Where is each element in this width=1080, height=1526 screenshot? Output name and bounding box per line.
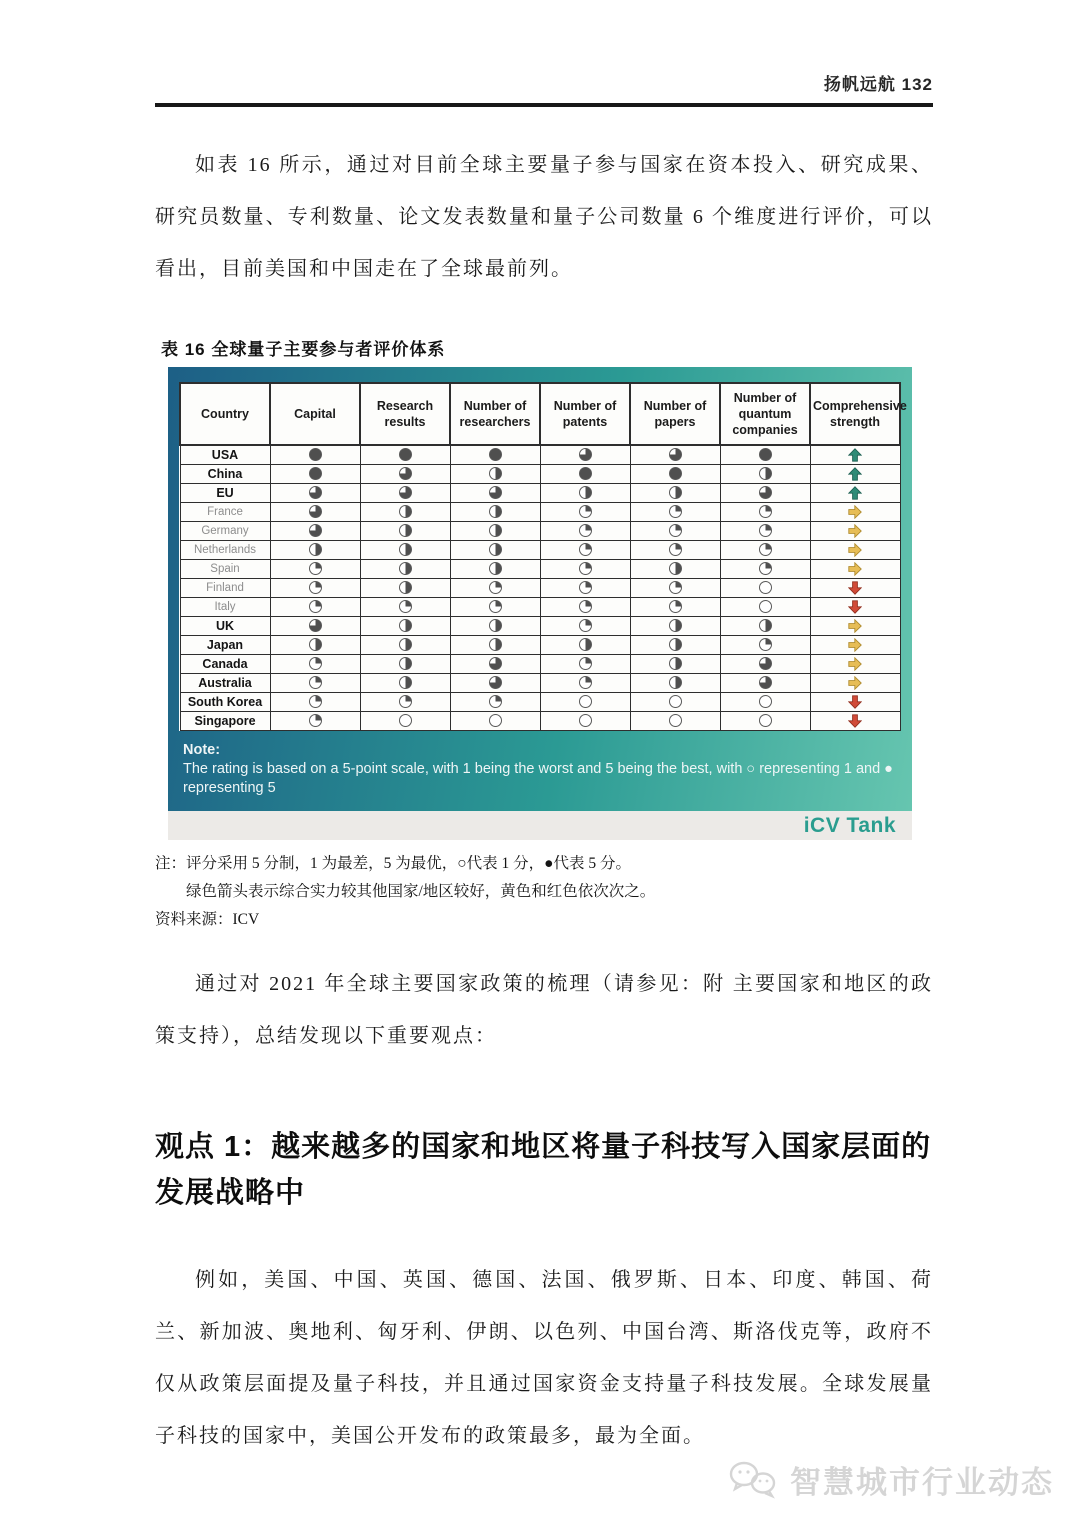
report-title: 扬帆远航 bbox=[823, 75, 896, 94]
harvey-ball-rating-2-icon bbox=[579, 600, 592, 613]
rating-cell bbox=[360, 598, 450, 617]
harvey-ball-rating-3-icon bbox=[489, 562, 502, 575]
harvey-ball-rating-2-icon bbox=[759, 562, 772, 575]
trend-cell bbox=[810, 522, 900, 541]
column-header: Research results bbox=[360, 383, 450, 445]
trend-cell bbox=[810, 712, 900, 731]
rating-cell bbox=[630, 693, 720, 712]
trend-right-arrow-icon bbox=[848, 505, 862, 519]
harvey-ball-rating-2-icon bbox=[309, 562, 322, 575]
harvey-ball-rating-3-icon bbox=[399, 619, 412, 632]
rating-cell bbox=[450, 712, 540, 731]
harvey-ball-rating-3-icon bbox=[669, 657, 682, 670]
harvey-ball-rating-2-icon bbox=[579, 562, 592, 575]
rating-cell bbox=[270, 465, 360, 484]
harvey-ball-rating-2-icon bbox=[489, 581, 502, 594]
rating-cell bbox=[630, 712, 720, 731]
table-row bbox=[180, 598, 900, 617]
column-header: Number of patents bbox=[540, 383, 630, 445]
harvey-ball-rating-2-icon bbox=[579, 581, 592, 594]
harvey-ball-rating-3-icon bbox=[399, 657, 412, 670]
table-footnotes bbox=[155, 850, 933, 934]
rating-cell bbox=[270, 541, 360, 560]
harvey-ball-rating-3-icon bbox=[669, 676, 682, 689]
rating-cell bbox=[450, 693, 540, 712]
harvey-ball-rating-3-icon bbox=[399, 581, 412, 594]
harvey-ball-rating-2-icon bbox=[759, 638, 772, 651]
rating-cell bbox=[540, 541, 630, 560]
wechat-icon bbox=[728, 1459, 780, 1501]
rating-cell bbox=[450, 445, 540, 465]
rating-cell bbox=[540, 617, 630, 636]
rating-cell bbox=[540, 674, 630, 693]
rating-cell bbox=[360, 693, 450, 712]
rating-cell bbox=[450, 465, 540, 484]
trend-cell bbox=[810, 655, 900, 674]
rating-cell bbox=[630, 541, 720, 560]
country-cell: UK bbox=[180, 617, 270, 636]
rating-cell bbox=[540, 579, 630, 598]
rating-cell bbox=[450, 522, 540, 541]
harvey-ball-rating-2-icon bbox=[669, 543, 682, 556]
rating-cell bbox=[540, 484, 630, 503]
harvey-ball-rating-2-icon bbox=[759, 524, 772, 537]
rating-cell bbox=[450, 484, 540, 503]
harvey-ball-rating-2-icon bbox=[759, 543, 772, 556]
trend-cell bbox=[810, 503, 900, 522]
harvey-ball-rating-3-icon bbox=[489, 638, 502, 651]
rating-cell bbox=[270, 617, 360, 636]
harvey-ball-rating-3-icon bbox=[579, 486, 592, 499]
harvey-ball-rating-1-icon bbox=[489, 714, 502, 727]
harvey-ball-rating-1-icon bbox=[399, 714, 412, 727]
harvey-ball-rating-4-icon bbox=[399, 486, 412, 499]
trend-up-arrow-icon bbox=[848, 486, 862, 500]
rating-cell bbox=[720, 617, 810, 636]
table-row bbox=[180, 465, 900, 484]
country-cell: Japan bbox=[180, 636, 270, 655]
harvey-ball-rating-3-icon bbox=[309, 638, 322, 651]
harvey-ball-rating-4-icon bbox=[309, 505, 322, 518]
harvey-ball-rating-4-icon bbox=[399, 467, 412, 480]
footnote-arrows: 绿色箭头表示综合实力较其他国家/地区较好，黄色和红色依次次之。 bbox=[186, 883, 656, 900]
rating-cell bbox=[540, 655, 630, 674]
country-cell: Australia bbox=[180, 674, 270, 693]
rating-cell bbox=[720, 484, 810, 503]
rating-cell bbox=[270, 598, 360, 617]
footnote-source: 资料来源：ICV bbox=[155, 911, 260, 928]
harvey-ball-rating-2-icon bbox=[669, 581, 682, 594]
rating-cell bbox=[720, 693, 810, 712]
harvey-ball-rating-3-icon bbox=[669, 486, 682, 499]
rating-cell bbox=[450, 598, 540, 617]
rating-cell bbox=[540, 712, 630, 731]
rating-cell bbox=[630, 465, 720, 484]
harvey-ball-rating-3-icon bbox=[669, 562, 682, 575]
harvey-ball-rating-2-icon bbox=[309, 600, 322, 613]
trend-right-arrow-icon bbox=[848, 543, 862, 557]
table-row bbox=[180, 503, 900, 522]
table-panel bbox=[168, 367, 912, 840]
trend-down-arrow-icon bbox=[848, 714, 862, 728]
note-text: The rating is based on a 5-point scale, with 1 being the worst and 5 being the best, with ○ representing 1 and ● representing 5 bbox=[183, 761, 893, 796]
rating-cell bbox=[270, 693, 360, 712]
rating-cell bbox=[450, 617, 540, 636]
country-cell: Germany bbox=[180, 522, 270, 541]
harvey-ball-rating-3-icon bbox=[309, 543, 322, 556]
harvey-ball-rating-2-icon bbox=[309, 581, 322, 594]
rating-cell bbox=[540, 636, 630, 655]
rating-cell bbox=[540, 560, 630, 579]
rating-cell bbox=[450, 636, 540, 655]
country-cell: Spain bbox=[180, 560, 270, 579]
rating-cell bbox=[720, 712, 810, 731]
harvey-ball-rating-2-icon bbox=[579, 619, 592, 632]
harvey-ball-rating-5-icon bbox=[309, 448, 322, 461]
harvey-ball-rating-4-icon bbox=[759, 657, 772, 670]
column-header: Number of papers bbox=[630, 383, 720, 445]
rating-cell bbox=[270, 712, 360, 731]
rating-cell bbox=[630, 598, 720, 617]
harvey-ball-rating-1-icon bbox=[759, 714, 772, 727]
harvey-ball-rating-2-icon bbox=[579, 676, 592, 689]
harvey-ball-rating-3-icon bbox=[759, 619, 772, 632]
paragraph-policy: 通过对 2021 年全球主要国家政策的梳理（请参见：附 主要国家和地区的政策支持），总结发现以下重要观点： bbox=[155, 973, 933, 1047]
table-row bbox=[180, 541, 900, 560]
trend-cell bbox=[810, 598, 900, 617]
harvey-ball-rating-1-icon bbox=[669, 695, 682, 708]
trend-down-arrow-icon bbox=[848, 695, 862, 709]
rating-cell bbox=[270, 636, 360, 655]
trend-right-arrow-icon bbox=[848, 619, 862, 633]
trend-cell bbox=[810, 579, 900, 598]
harvey-ball-rating-5-icon bbox=[669, 467, 682, 480]
quantum-rating-table bbox=[179, 382, 907, 731]
harvey-ball-rating-4-icon bbox=[669, 448, 682, 461]
trend-cell bbox=[810, 636, 900, 655]
rating-cell bbox=[450, 579, 540, 598]
trend-right-arrow-icon bbox=[848, 524, 862, 538]
rating-cell bbox=[720, 465, 810, 484]
rating-cell bbox=[360, 655, 450, 674]
country-cell: France bbox=[180, 503, 270, 522]
table-section bbox=[155, 335, 933, 934]
trend-cell bbox=[810, 445, 900, 465]
harvey-ball-rating-5-icon bbox=[489, 448, 502, 461]
trend-cell bbox=[810, 617, 900, 636]
table-caption: 表 16 全球量子主要参与者评价体系 bbox=[161, 340, 446, 359]
paragraph-examples: 例如，美国、中国、英国、德国、法国、俄罗斯、日本、印度、韩国、荷兰、新加波、奥地利、匈牙利、伊朗、以色列、中国台湾、斯洛伐克等，政府不仅从政策层面提及量子科技，并且通过国家资金支持量子科技发展。全球发展量子科技的国家中，美国公开发布的政策最多，最为全面。 bbox=[155, 1269, 933, 1447]
harvey-ball-rating-4-icon bbox=[759, 486, 772, 499]
harvey-ball-rating-4-icon bbox=[309, 619, 322, 632]
harvey-ball-rating-1-icon bbox=[579, 695, 592, 708]
footnote-scale: 注：评分采用 5 分制，1 为最差，5 为最优，○代表 1 分，●代表 5 分。 bbox=[155, 855, 631, 872]
rating-cell bbox=[360, 617, 450, 636]
table-row bbox=[180, 445, 900, 465]
rating-cell bbox=[360, 674, 450, 693]
brand-strip bbox=[168, 811, 912, 840]
trend-right-arrow-icon bbox=[848, 638, 862, 652]
rating-cell bbox=[360, 541, 450, 560]
table-row bbox=[180, 560, 900, 579]
harvey-ball-rating-4-icon bbox=[489, 486, 502, 499]
rating-cell bbox=[630, 484, 720, 503]
harvey-ball-rating-3-icon bbox=[669, 638, 682, 651]
trend-right-arrow-icon bbox=[848, 657, 862, 671]
harvey-ball-rating-5-icon bbox=[309, 467, 322, 480]
trend-up-arrow-icon bbox=[848, 467, 862, 481]
trend-cell bbox=[810, 674, 900, 693]
rating-cell bbox=[720, 579, 810, 598]
rating-cell bbox=[360, 503, 450, 522]
paragraph-intro: 如表 16 所示，通过对目前全球主要量子参与国家在资本投入、研究成果、研究员数量、专利数量、论文发表数量和量子公司数量 6 个维度进行评价，可以看出，目前美国和中国走在了全球最前列。 bbox=[155, 154, 933, 280]
table-row bbox=[180, 636, 900, 655]
rating-cell bbox=[630, 617, 720, 636]
rating-cell bbox=[720, 522, 810, 541]
country-cell: Canada bbox=[180, 655, 270, 674]
rating-cell bbox=[450, 674, 540, 693]
harvey-ball-rating-3-icon bbox=[399, 562, 412, 575]
rating-cell bbox=[270, 522, 360, 541]
rating-cell bbox=[630, 522, 720, 541]
harvey-ball-rating-3-icon bbox=[399, 638, 412, 651]
rating-cell bbox=[720, 541, 810, 560]
country-cell: Singapore bbox=[180, 712, 270, 731]
rating-cell bbox=[720, 445, 810, 465]
harvey-ball-rating-2-icon bbox=[669, 524, 682, 537]
harvey-ball-rating-3-icon bbox=[579, 638, 592, 651]
rating-cell bbox=[540, 693, 630, 712]
trend-cell bbox=[810, 484, 900, 503]
rating-cell bbox=[270, 445, 360, 465]
note-label: Note: bbox=[183, 742, 221, 758]
icv-tank-logo: iCV Tank bbox=[803, 813, 896, 837]
column-header: Country bbox=[180, 383, 270, 445]
trend-down-arrow-icon bbox=[848, 600, 862, 614]
country-cell: China bbox=[180, 465, 270, 484]
trend-right-arrow-icon bbox=[848, 676, 862, 690]
harvey-ball-rating-4-icon bbox=[579, 448, 592, 461]
harvey-ball-rating-2-icon bbox=[489, 695, 502, 708]
rating-cell bbox=[630, 674, 720, 693]
rating-cell bbox=[360, 560, 450, 579]
harvey-ball-rating-2-icon bbox=[399, 600, 412, 613]
harvey-ball-rating-3-icon bbox=[399, 543, 412, 556]
rating-cell bbox=[630, 636, 720, 655]
harvey-ball-rating-2-icon bbox=[489, 600, 502, 613]
watermark-text: 智慧城市行业动态 bbox=[790, 1465, 1054, 1500]
rating-cell bbox=[360, 465, 450, 484]
harvey-ball-rating-1-icon bbox=[669, 714, 682, 727]
table-row bbox=[180, 484, 900, 503]
rating-cell bbox=[540, 598, 630, 617]
country-cell: USA bbox=[180, 445, 270, 465]
table-header-row bbox=[180, 383, 900, 445]
harvey-ball-rating-2-icon bbox=[579, 524, 592, 537]
table-row bbox=[180, 655, 900, 674]
column-header: Number of researchers bbox=[450, 383, 540, 445]
rating-cell bbox=[540, 465, 630, 484]
rating-cell bbox=[450, 541, 540, 560]
rating-cell bbox=[720, 503, 810, 522]
harvey-ball-rating-2-icon bbox=[579, 505, 592, 518]
harvey-ball-rating-1-icon bbox=[579, 714, 592, 727]
column-header: Comprehensive strength bbox=[810, 383, 900, 445]
harvey-ball-rating-2-icon bbox=[309, 695, 322, 708]
harvey-ball-rating-2-icon bbox=[309, 657, 322, 670]
table-note bbox=[179, 731, 901, 811]
rating-cell bbox=[630, 503, 720, 522]
page-header bbox=[155, 0, 933, 95]
watermark bbox=[728, 1457, 1054, 1502]
table-row bbox=[180, 712, 900, 731]
rating-cell bbox=[360, 712, 450, 731]
trend-cell bbox=[810, 560, 900, 579]
country-cell: South Korea bbox=[180, 693, 270, 712]
rating-cell bbox=[450, 560, 540, 579]
rating-cell bbox=[360, 579, 450, 598]
harvey-ball-rating-2-icon bbox=[399, 695, 412, 708]
harvey-ball-rating-4-icon bbox=[489, 676, 502, 689]
rating-cell bbox=[630, 579, 720, 598]
harvey-ball-rating-3-icon bbox=[489, 543, 502, 556]
trend-cell bbox=[810, 541, 900, 560]
country-cell: Italy bbox=[180, 598, 270, 617]
rating-cell bbox=[540, 445, 630, 465]
harvey-ball-rating-2-icon bbox=[309, 676, 322, 689]
harvey-ball-rating-3-icon bbox=[489, 619, 502, 632]
harvey-ball-rating-4-icon bbox=[489, 657, 502, 670]
column-header: Number of quantum companies bbox=[720, 383, 810, 445]
harvey-ball-rating-3-icon bbox=[399, 676, 412, 689]
harvey-ball-rating-3-icon bbox=[759, 467, 772, 480]
table-row bbox=[180, 522, 900, 541]
column-header: Capital bbox=[270, 383, 360, 445]
harvey-ball-rating-3-icon bbox=[669, 619, 682, 632]
rating-cell bbox=[270, 503, 360, 522]
harvey-ball-rating-5-icon bbox=[399, 448, 412, 461]
rating-cell bbox=[360, 522, 450, 541]
rating-cell bbox=[360, 445, 450, 465]
rating-cell bbox=[450, 503, 540, 522]
trend-cell bbox=[810, 465, 900, 484]
harvey-ball-rating-2-icon bbox=[669, 600, 682, 613]
rating-cell bbox=[270, 674, 360, 693]
country-cell: EU bbox=[180, 484, 270, 503]
table-row bbox=[180, 617, 900, 636]
rating-cell bbox=[720, 598, 810, 617]
trend-up-arrow-icon bbox=[848, 448, 862, 462]
table-row bbox=[180, 693, 900, 712]
rating-cell bbox=[630, 655, 720, 674]
rating-cell bbox=[630, 560, 720, 579]
harvey-ball-rating-1-icon bbox=[759, 581, 772, 594]
harvey-ball-rating-3-icon bbox=[489, 467, 502, 480]
harvey-ball-rating-3-icon bbox=[399, 505, 412, 518]
harvey-ball-rating-2-icon bbox=[309, 714, 322, 727]
harvey-ball-rating-3-icon bbox=[489, 505, 502, 518]
harvey-ball-rating-1-icon bbox=[759, 695, 772, 708]
page-number: 132 bbox=[901, 75, 933, 94]
rating-cell bbox=[360, 484, 450, 503]
harvey-ball-rating-2-icon bbox=[579, 543, 592, 556]
rating-cell bbox=[720, 674, 810, 693]
rating-cell bbox=[720, 655, 810, 674]
page-content bbox=[155, 0, 933, 1462]
harvey-ball-rating-4-icon bbox=[759, 676, 772, 689]
harvey-ball-rating-3-icon bbox=[489, 524, 502, 537]
header-divider bbox=[155, 103, 933, 107]
table-row bbox=[180, 579, 900, 598]
harvey-ball-rating-2-icon bbox=[759, 505, 772, 518]
trend-down-arrow-icon bbox=[848, 581, 862, 595]
harvey-ball-rating-3-icon bbox=[399, 524, 412, 537]
harvey-ball-rating-2-icon bbox=[579, 657, 592, 670]
harvey-ball-rating-5-icon bbox=[759, 448, 772, 461]
rating-cell bbox=[450, 655, 540, 674]
rating-cell bbox=[270, 560, 360, 579]
country-cell: Finland bbox=[180, 579, 270, 598]
harvey-ball-rating-4-icon bbox=[309, 524, 322, 537]
country-cell: Netherlands bbox=[180, 541, 270, 560]
rating-cell bbox=[270, 484, 360, 503]
harvey-ball-rating-1-icon bbox=[759, 600, 772, 613]
harvey-ball-rating-4-icon bbox=[309, 486, 322, 499]
harvey-ball-rating-2-icon bbox=[669, 505, 682, 518]
rating-cell bbox=[630, 445, 720, 465]
trend-right-arrow-icon bbox=[848, 562, 862, 576]
viewpoint-1-heading: 观点 1：越来越多的国家和地区将量子科技写入国家层面的发展战略中 bbox=[155, 1131, 932, 1209]
rating-cell bbox=[540, 503, 630, 522]
rating-cell bbox=[540, 522, 630, 541]
rating-cell bbox=[270, 655, 360, 674]
table-row bbox=[180, 674, 900, 693]
rating-cell bbox=[720, 560, 810, 579]
trend-cell bbox=[810, 693, 900, 712]
harvey-ball-rating-5-icon bbox=[579, 467, 592, 480]
rating-table-body bbox=[180, 445, 900, 731]
rating-cell bbox=[270, 579, 360, 598]
rating-cell bbox=[360, 636, 450, 655]
rating-cell bbox=[720, 636, 810, 655]
